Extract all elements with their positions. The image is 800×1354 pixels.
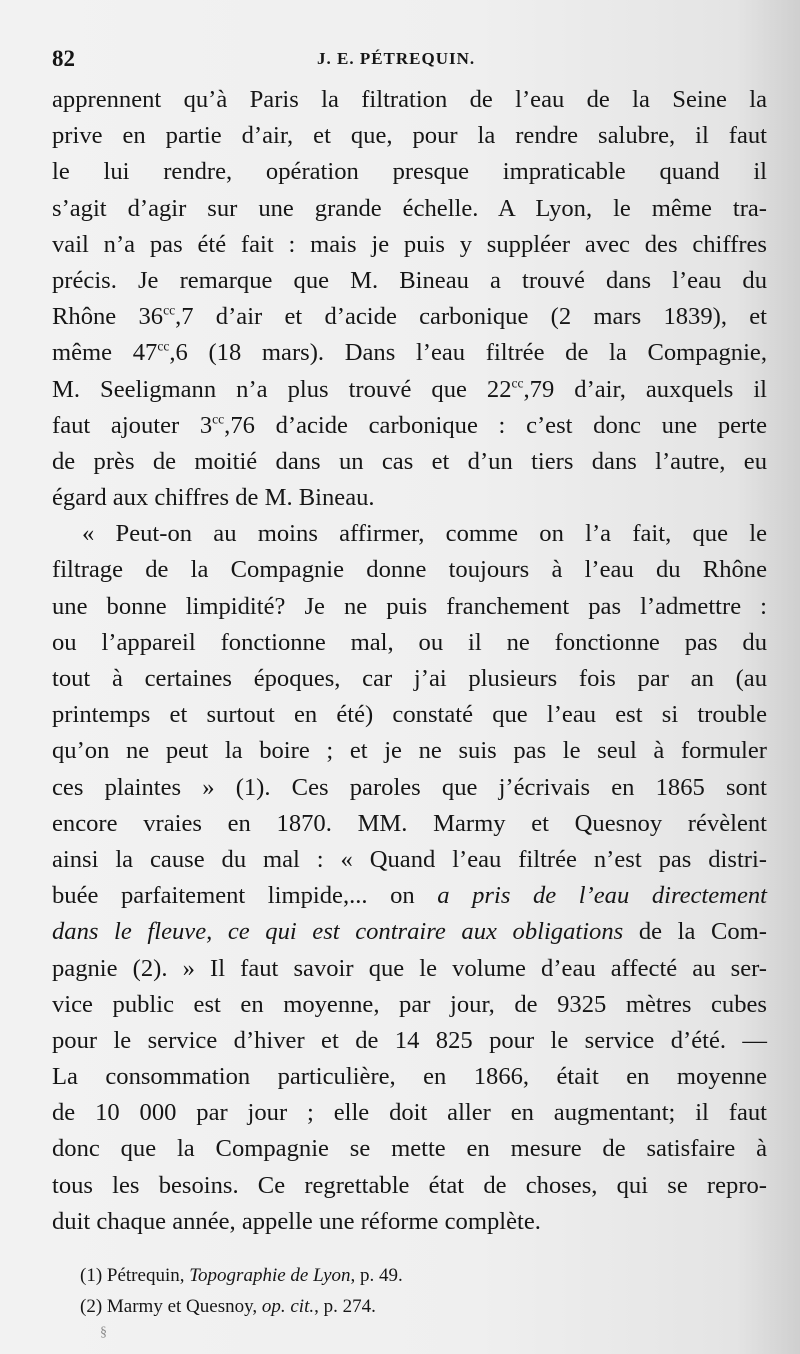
signature-mark: § bbox=[100, 1325, 107, 1340]
text-line: qu’on ne peut la boire ; et je ne suis pas le seul à formuler bbox=[52, 737, 767, 765]
text-line: faut ajouter $3^{cc},76$ d’acide carbonique : c’est donc une perte bbox=[52, 411, 767, 439]
text-line: même $47^{cc},6$ (18 mars). Dans l’eau filtrée de la Compagnie, bbox=[52, 338, 767, 367]
text-line: dans le fleuve, ce qui est contraire aux obligations de la Com- bbox=[52, 918, 767, 946]
text-line: filtrage de la Compagnie donne toujours à l’eau du Rhône bbox=[52, 556, 767, 584]
text-line: précis. Je remarque que M. Bineau a trouvé dans l’eau du bbox=[52, 266, 767, 294]
text-line: M. Seeligmann n’a plus trouvé que $22^{cc},79$ d’air, auxquels il bbox=[52, 375, 767, 403]
body-text bbox=[52, 82, 767, 1240]
footnotes bbox=[80, 1260, 680, 1322]
running-head: J. E. PÉTREQUIN. bbox=[317, 49, 476, 68]
text-line: tout à certaines époques, car j’ai plusieurs fois par an (au bbox=[52, 665, 767, 692]
text-line: printemps et surtout en été) constaté que l’eau est si trouble bbox=[52, 701, 767, 729]
text-line: ces plaintes » (1). Ces paroles que j’écrivais en 1865 sont bbox=[52, 773, 767, 801]
text-line: de 10 000 par jour ; elle doit aller en augmentant; il faut bbox=[52, 1099, 767, 1127]
text-line: de près de moitié dans un cas et d’un tiers dans l’autre, eu bbox=[52, 447, 767, 475]
page-number: 82 bbox=[52, 46, 75, 71]
text-line: La consommation particulière, en 1866, était en moyenne bbox=[52, 1063, 767, 1091]
text-line: apprennent qu’à Paris la filtration de l’eau de la Seine la bbox=[52, 86, 767, 113]
text-line: ou l’appareil fonctionne mal, ou il ne fonctionne pas du bbox=[52, 628, 767, 656]
text-line: le lui rendre, opération presque impraticable quand il bbox=[52, 158, 767, 186]
text-line: Rhône $36^{cc},7$ d’air et d’acide carbonique (2 mars 1839), et bbox=[52, 302, 768, 331]
text-line: pagnie (2). » Il faut savoir que le volume d’eau affecté au ser- bbox=[52, 954, 767, 982]
text-line: buée parfaitement limpide,... on a pris de l’eau directement bbox=[52, 882, 767, 910]
text-line: vice public est en moyenne, par jour, de 9325 mètres cubes bbox=[52, 990, 767, 1018]
text-line: s’agit d’agir sur une grande échelle. A Lyon, le même tra- bbox=[52, 194, 767, 222]
text-line: tous les besoins. Ce regrettable état de choses, qui se repro- bbox=[52, 1171, 767, 1199]
page-header bbox=[52, 46, 752, 76]
text-line: pour le service d’hiver et de 14 825 pour le service d’été. — bbox=[52, 1026, 767, 1054]
text-line: égard aux chiffres de M. Bineau. bbox=[52, 484, 375, 512]
text-line: encore vraies en 1870. MM. Marmy et Quesnoy révèlent bbox=[52, 809, 767, 837]
text-line: donc que la Compagnie se mette en mesure de satisfaire à bbox=[52, 1135, 767, 1163]
footnote-mark: (1) bbox=[80, 1265, 103, 1286]
footnote: (2) Marmy et Quesnoy, op. cit., p. 274. bbox=[80, 1296, 376, 1317]
text-line: prive en partie d’air, et que, pour la rendre salubre, il faut bbox=[52, 122, 767, 150]
footnote: (1) Pétrequin, Topographie de Lyon, p. 49. bbox=[80, 1265, 403, 1286]
text-line: « Peut-on au moins affirmer, comme on l’a fait, que le bbox=[82, 520, 767, 548]
text-line: une bonne limpidité? Je ne puis franchement pas l’admettre : bbox=[52, 592, 767, 620]
footnote-mark: (2) bbox=[80, 1296, 103, 1317]
text-line: vail n’a pas été fait : mais je puis y suppléer avec des chiffres bbox=[52, 230, 767, 258]
text-line: duit chaque année, appelle une réforme complète. bbox=[52, 1207, 541, 1235]
text-line: ainsi la cause du mal : « Quand l’eau filtrée n’est pas distri- bbox=[52, 845, 767, 873]
